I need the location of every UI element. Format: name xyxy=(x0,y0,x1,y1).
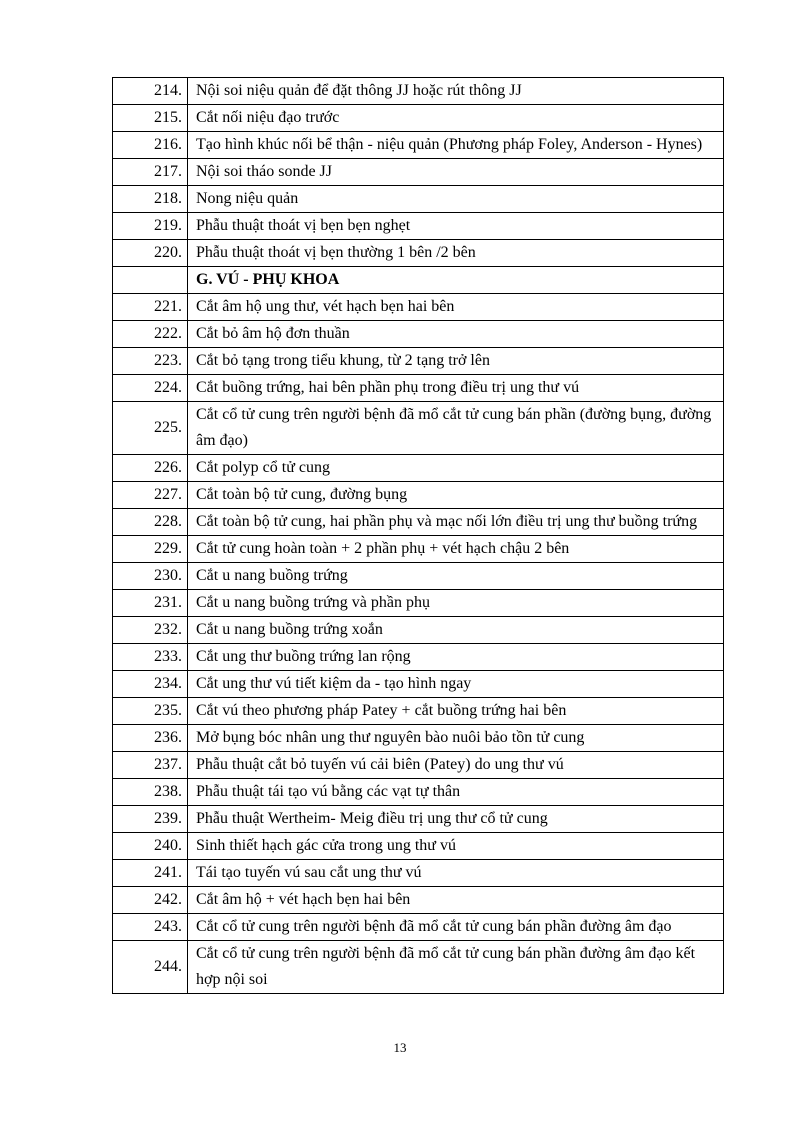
table-row xyxy=(113,455,724,482)
table-row xyxy=(113,725,724,752)
row-number: 233. xyxy=(113,644,188,671)
table-row xyxy=(113,644,724,671)
procedures-table-body xyxy=(113,78,724,994)
procedure-name: Nội soi niệu quản để đặt thông JJ hoặc rút thông JJ xyxy=(188,78,724,105)
table-row xyxy=(113,186,724,213)
row-number: 232. xyxy=(113,617,188,644)
row-number: 230. xyxy=(113,563,188,590)
row-number: 236. xyxy=(113,725,188,752)
section-header-row xyxy=(113,267,724,294)
row-number: 219. xyxy=(113,213,188,240)
table-row xyxy=(113,509,724,536)
row-number: 234. xyxy=(113,671,188,698)
procedure-name: Cắt âm hộ + vét hạch bẹn hai bên xyxy=(188,887,724,914)
row-number: 221. xyxy=(113,294,188,321)
row-number: 243. xyxy=(113,914,188,941)
row-number: 227. xyxy=(113,482,188,509)
procedure-name: Cắt buồng trứng, hai bên phần phụ trong điều trị ung thư vú xyxy=(188,375,724,402)
procedure-name: Phẫu thuật thoát vị bẹn thường 1 bên /2 bên xyxy=(188,240,724,267)
table-row xyxy=(113,78,724,105)
table-row xyxy=(113,159,724,186)
table-row xyxy=(113,698,724,725)
row-number: 216. xyxy=(113,132,188,159)
row-number: 225. xyxy=(113,402,188,455)
procedure-name: Cắt vú theo phương pháp Patey + cắt buồng trứng hai bên xyxy=(188,698,724,725)
table-row xyxy=(113,833,724,860)
row-number: 215. xyxy=(113,105,188,132)
procedure-name: Tái tạo tuyến vú sau cắt ung thư vú xyxy=(188,860,724,887)
row-number: 244. xyxy=(113,941,188,994)
procedure-name: Cắt u nang buồng trứng và phần phụ xyxy=(188,590,724,617)
row-number: 224. xyxy=(113,375,188,402)
row-number: 238. xyxy=(113,779,188,806)
table-row xyxy=(113,860,724,887)
procedure-name: Cắt tử cung hoàn toàn + 2 phần phụ + vét hạch chậu 2 bên xyxy=(188,536,724,563)
row-number: 226. xyxy=(113,455,188,482)
row-number: 240. xyxy=(113,833,188,860)
procedure-name: Cắt ung thư vú tiết kiệm da - tạo hình ngay xyxy=(188,671,724,698)
table-row xyxy=(113,563,724,590)
page-number: 13 xyxy=(393,1040,407,1055)
procedures-table xyxy=(112,77,724,994)
procedure-name: Cắt cổ tử cung trên người bệnh đã mổ cắt tử cung bán phần (đường bụng, đường âm đạo) xyxy=(188,402,724,455)
row-number: 228. xyxy=(113,509,188,536)
table-row xyxy=(113,590,724,617)
table-row xyxy=(113,914,724,941)
table-row xyxy=(113,348,724,375)
table-row xyxy=(113,941,724,994)
procedure-name: Cắt cổ tử cung trên người bệnh đã mổ cắt tử cung bán phần đường âm đạo xyxy=(188,914,724,941)
procedure-name: Cắt âm hộ ung thư, vét hạch bẹn hai bên xyxy=(188,294,724,321)
table-row xyxy=(113,887,724,914)
procedure-name: Sinh thiết hạch gác cửa trong ung thư vú xyxy=(188,833,724,860)
row-number: 241. xyxy=(113,860,188,887)
table-row xyxy=(113,294,724,321)
procedure-name: Phẫu thuật cắt bỏ tuyến vú cải biên (Patey) do ung thư vú xyxy=(188,752,724,779)
row-number xyxy=(113,267,188,294)
table-row xyxy=(113,617,724,644)
row-number: 222. xyxy=(113,321,188,348)
row-number: 237. xyxy=(113,752,188,779)
procedure-name: Phẫu thuật thoát vị bẹn bẹn nghẹt xyxy=(188,213,724,240)
table-row xyxy=(113,375,724,402)
table-row xyxy=(113,402,724,455)
row-number: 235. xyxy=(113,698,188,725)
procedure-name: Nong niệu quản xyxy=(188,186,724,213)
procedure-name: Cắt bỏ tạng trong tiểu khung, từ 2 tạng trở lên xyxy=(188,348,724,375)
table-row xyxy=(113,213,724,240)
procedure-name: Cắt u nang buồng trứng xoắn xyxy=(188,617,724,644)
table-row xyxy=(113,105,724,132)
procedure-name: Tạo hình khúc nối bể thận - niệu quản (Phương pháp Foley, Anderson - Hynes) xyxy=(188,132,724,159)
row-number: 214. xyxy=(113,78,188,105)
procedure-name: Cắt nối niệu đạo trước xyxy=(188,105,724,132)
procedure-name: Cắt bỏ âm hộ đơn thuần xyxy=(188,321,724,348)
row-number: 229. xyxy=(113,536,188,563)
procedure-name: Cắt ung thư buồng trứng lan rộng xyxy=(188,644,724,671)
row-number: 217. xyxy=(113,159,188,186)
table-row xyxy=(113,806,724,833)
row-number: 239. xyxy=(113,806,188,833)
table-row xyxy=(113,132,724,159)
procedure-name: Phẫu thuật Wertheim- Meig điều trị ung thư cổ tử cung xyxy=(188,806,724,833)
row-number: 218. xyxy=(113,186,188,213)
row-number: 223. xyxy=(113,348,188,375)
procedure-name: Cắt u nang buồng trứng xyxy=(188,563,724,590)
section-title: G. VÚ - PHỤ KHOA xyxy=(188,267,724,294)
procedure-name: Phẫu thuật tái tạo vú bằng các vạt tự thân xyxy=(188,779,724,806)
table-row xyxy=(113,752,724,779)
table-row xyxy=(113,671,724,698)
table-row xyxy=(113,240,724,267)
procedure-name: Cắt cổ tử cung trên người bệnh đã mổ cắt tử cung bán phần đường âm đạo kết hợp nội soi xyxy=(188,941,724,994)
table-row xyxy=(113,536,724,563)
table-row xyxy=(113,482,724,509)
procedure-name: Nội soi tháo sonde JJ xyxy=(188,159,724,186)
table-row xyxy=(113,321,724,348)
row-number: 220. xyxy=(113,240,188,267)
row-number: 242. xyxy=(113,887,188,914)
table-row xyxy=(113,779,724,806)
procedure-name: Cắt toàn bộ tử cung, hai phần phụ và mạc nối lớn điều trị ung thư buồng trứng xyxy=(188,509,724,536)
procedure-name: Cắt polyp cổ tử cung xyxy=(188,455,724,482)
procedure-name: Mở bụng bóc nhân ung thư nguyên bào nuôi bảo tồn tử cung xyxy=(188,725,724,752)
row-number: 231. xyxy=(113,590,188,617)
procedure-name: Cắt toàn bộ tử cung, đường bụng xyxy=(188,482,724,509)
